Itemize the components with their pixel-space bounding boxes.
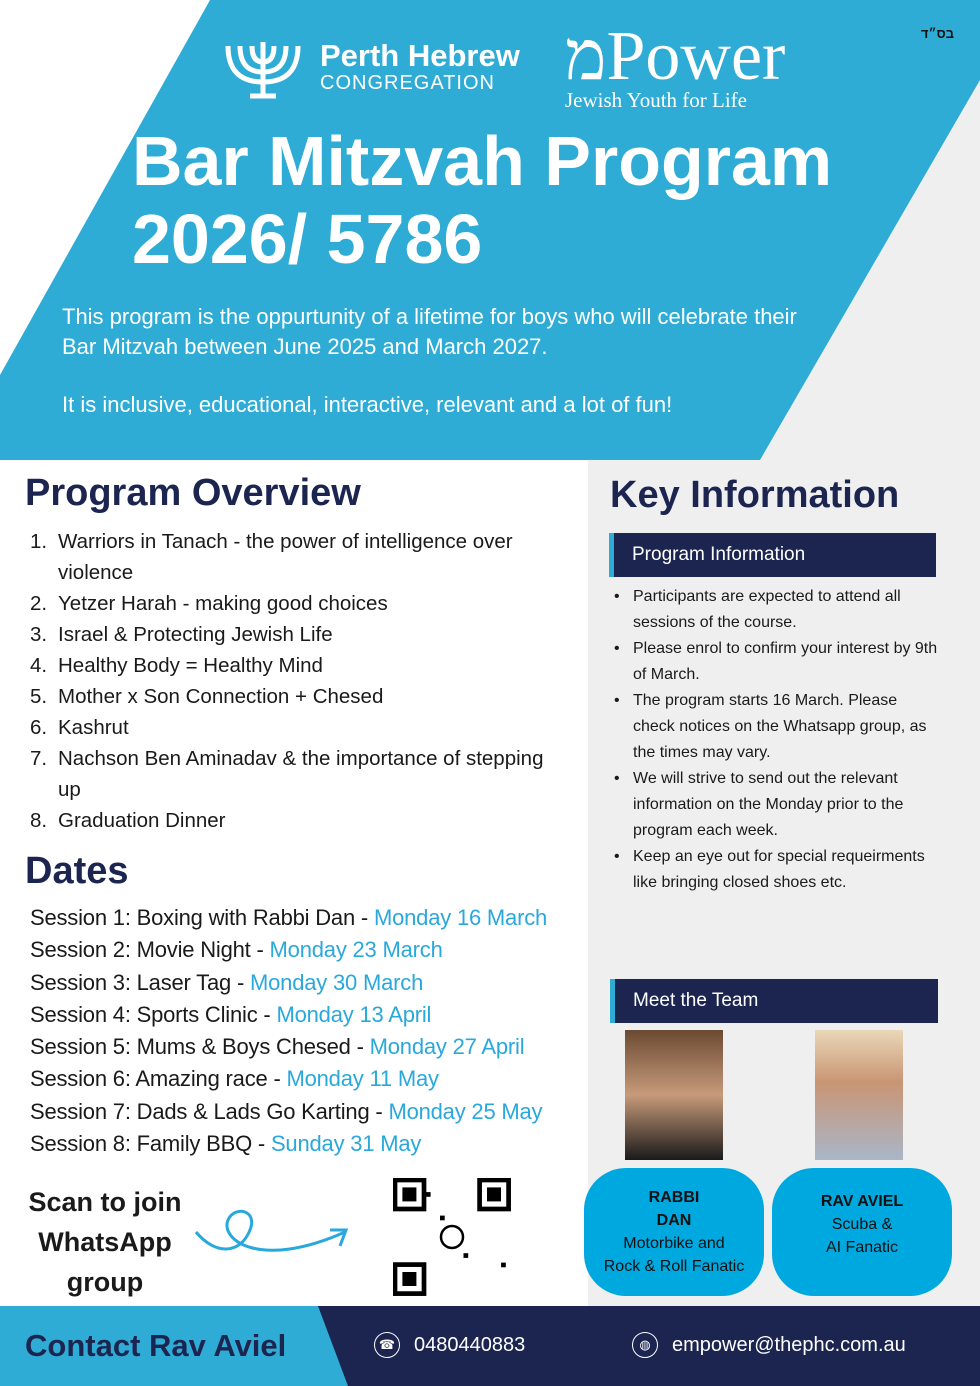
team-name: RABBI (648, 1189, 700, 1206)
team-desc: AI Fanatic (825, 1239, 899, 1256)
item-number: 3. (30, 623, 48, 646)
dates-heading: Dates (25, 850, 129, 892)
item-number: 5. (30, 685, 48, 708)
session-date: Monday 23 March (269, 937, 443, 963)
team-desc: Rock & Roll Fanatic (603, 1258, 745, 1275)
session-label: Session 4: Sports Clinic - (30, 1001, 277, 1027)
overview-item (30, 619, 570, 650)
overview-item (30, 681, 570, 712)
session-date: Monday 27 April (369, 1034, 525, 1060)
session-row (30, 1063, 586, 1095)
meet-team-bar: Meet the Team (610, 979, 938, 1023)
cta-line: group (66, 1267, 144, 1297)
info-bullet: • Keep an eye out for special requeirments like bringing closed shoes etc. (612, 844, 942, 896)
title-line-2: 2026/ 5786 (132, 200, 483, 278)
item-number: 4. (30, 654, 48, 677)
empower-letter: מ (565, 18, 607, 95)
item-text: Nachson Ben Aminadav & the importance of stepping up (58, 747, 544, 801)
dates-list (30, 902, 586, 1160)
overview-heading: Program Overview (25, 472, 361, 514)
overview-item (30, 588, 570, 619)
session-date: Monday 13 April (276, 1001, 432, 1027)
session-label: Session 1: Boxing with Rabbi Dan - (30, 905, 374, 930)
team-desc: Motorbike and (623, 1235, 725, 1252)
empower-logo (565, 18, 786, 113)
perth-hebrew-logo (220, 32, 520, 102)
cta-line: WhatsApp (38, 1227, 172, 1257)
contact-heading: Contact Rav Aviel (25, 1328, 287, 1363)
session-label: Session 5: Mums & Boys Chesed - (30, 1034, 370, 1060)
team-card-rav-aviel (772, 1168, 952, 1296)
session-row (30, 1096, 586, 1128)
item-text: Israel & Protecting Jewish Life (58, 623, 333, 646)
key-info-heading: Key Information (610, 474, 900, 516)
intro-text (62, 302, 822, 420)
email-address[interactable]: empower@thephc.com.au (672, 1333, 906, 1356)
program-info-bar: Program Information (609, 533, 936, 577)
org1-name: Perth Hebrew (320, 37, 520, 73)
phone-number[interactable]: 0480440883 (414, 1333, 526, 1356)
info-bullet: • Please enrol to confirm your interest by 9th of March. (612, 636, 942, 688)
session-label: Session 7: Dads & Lads Go Karting - (30, 1098, 389, 1124)
intro-paragraph-2: It is inclusive, educational, interactive, relevant and a lot of fun! (62, 392, 673, 417)
phone-contact[interactable] (374, 1332, 525, 1358)
empower-name: Power (606, 18, 786, 95)
overview-item (30, 805, 570, 836)
item-text: Yetzer Harah - making good choices (58, 592, 388, 615)
session-row (30, 999, 586, 1031)
overview-list (30, 526, 570, 836)
team-name: DAN (656, 1212, 692, 1229)
session-row (30, 967, 586, 999)
item-text: Mother x Son Connection + Chesed (58, 685, 384, 708)
session-row (30, 1128, 586, 1160)
team-desc: Scuba & (831, 1216, 893, 1233)
item-text: Healthy Body = Healthy Mind (58, 654, 323, 677)
info-bullet: • Participants are expected to attend all sessions of the course. (612, 584, 942, 636)
item-number: 7. (30, 747, 48, 770)
team-name: RAV AVIEL (820, 1193, 904, 1210)
info-bullet: • We will strive to send out the relevant information on the Monday prior to the program each week. (612, 766, 942, 844)
cta-line: Scan to join (28, 1187, 182, 1217)
item-number: 2. (30, 592, 48, 615)
item-number: 6. (30, 716, 48, 739)
item-text: Kashrut (58, 716, 129, 739)
session-label: Session 8: Family BBQ - (30, 1131, 271, 1157)
info-bullet: • The program starts 16 March. Please check notices on the Whatsapp group, as the times may vary. (612, 688, 942, 766)
overview-item (30, 712, 570, 743)
session-date: Sunday 31 May (270, 1131, 422, 1157)
org1-sub: CONGREGATION (320, 71, 495, 94)
item-number: 8. (30, 809, 48, 832)
overview-item (30, 650, 570, 681)
session-row (30, 934, 586, 966)
bsd-mark: בס״ד (920, 26, 954, 41)
program-info-list (612, 584, 942, 896)
overview-item (30, 743, 570, 805)
item-text: Warriors in Tanach - the power of intelligence over violence (58, 530, 513, 584)
session-date: Monday 16 March (373, 905, 548, 930)
whatsapp-qr-code[interactable] (393, 1178, 511, 1296)
overview-item (30, 526, 570, 588)
session-label: Session 2: Movie Night - (30, 937, 270, 963)
session-row (30, 902, 586, 934)
item-text: Graduation Dinner (58, 809, 226, 832)
email-contact[interactable] (632, 1332, 906, 1358)
empower-tagline: Jewish Youth for Life (565, 88, 747, 112)
session-date: Monday 25 May (388, 1098, 543, 1124)
session-label: Session 6: Amazing race - (30, 1066, 287, 1092)
menorah-icon (220, 32, 306, 102)
session-label: Session 3: Laser Tag - (30, 969, 251, 995)
session-row (30, 1031, 586, 1063)
session-date: Monday 30 March (250, 969, 424, 995)
page-title (132, 122, 832, 278)
intro-paragraph-1: This program is the oppurtunity of a lifetime for boys who will celebrate their Bar Mitzvah between June 2025 and March 2027. (62, 304, 797, 359)
rabbi-dan-photo (625, 1030, 723, 1160)
rav-aviel-photo (815, 1030, 903, 1160)
phone-icon: ☎ (374, 1332, 400, 1358)
session-date: Monday 11 May (286, 1066, 439, 1092)
team-card-rabbi-dan (584, 1168, 764, 1296)
globe-icon: ◍ (632, 1332, 658, 1358)
item-number: 1. (30, 530, 48, 553)
whatsapp-cta (20, 1182, 190, 1302)
title-line-1: Bar Mitzvah Program (132, 122, 833, 200)
